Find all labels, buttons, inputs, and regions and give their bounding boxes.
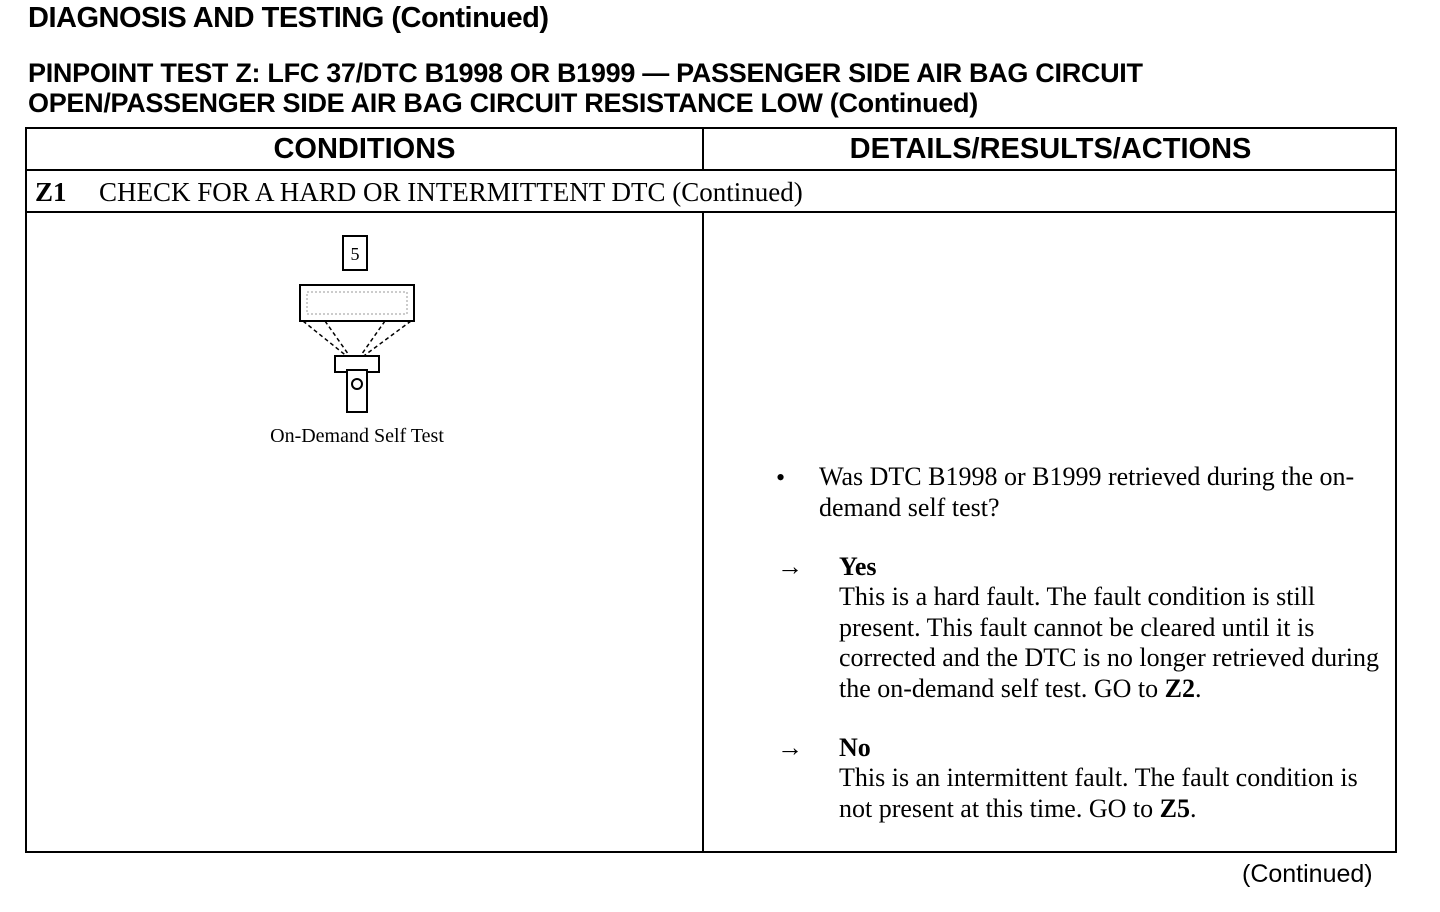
connector-pin-icon [352, 379, 362, 389]
connector-body-icon [347, 370, 367, 412]
yes-arrow-icon: → [777, 552, 803, 581]
cable-left-inner-line [325, 321, 351, 358]
illustration-caption: On-Demand Self Test [270, 425, 444, 447]
cable-right-line [361, 321, 411, 358]
yes-action-description: This is a hard fault. The fault condition is still present. This fault cannot be cleared until it is corrected and the DTC is no longer retrieved during the on-demand self test. GO to [839, 582, 1380, 703]
yes-goto-step-link[interactable]: Z2 [1164, 673, 1195, 703]
no-label: No [839, 733, 871, 762]
continued-footer: (Continued) [1242, 860, 1373, 888]
on-demand-self-test-illustration [289, 234, 419, 414]
cable-left-line [303, 321, 349, 358]
yes-action-text [839, 582, 1399, 704]
conditions-column-header: CONDITIONS [273, 133, 456, 165]
body-column-divider [702, 211, 704, 851]
step-row [35, 177, 803, 208]
no-action-end: . [1189, 793, 1197, 823]
no-goto-step-link[interactable]: Z5 [1159, 793, 1190, 823]
step-id: Z1 [35, 177, 67, 207]
details-column-header: DETAILS/RESULTS/ACTIONS [849, 133, 1252, 165]
step-title: CHECK FOR A HARD OR INTERMITTENT DTC (Continued) [99, 177, 803, 207]
scan-tool-display-icon [300, 285, 414, 321]
yes-label: Yes [839, 552, 877, 581]
pinpoint-test-title-line-1: PINPOINT TEST Z: LFC 37/DTC B1998 OR B1999 — PASSENGER SIDE AIR BAG CIRCUIT [28, 58, 1143, 88]
no-action-text [839, 763, 1359, 824]
question-text: Was DTC B1998 or B1999 retrieved during the on-demand self test? [819, 462, 1355, 522]
yes-action-end: . [1195, 673, 1202, 703]
cable-right-inner-line [359, 321, 385, 358]
step-row-divider [27, 211, 1395, 213]
step-number: 5 [350, 244, 360, 264]
page-title: DIAGNOSIS AND TESTING (Continued) [28, 2, 549, 34]
header-row-divider [27, 169, 1395, 171]
no-arrow-icon: → [777, 733, 803, 762]
pinpoint-test-table [25, 127, 1397, 853]
no-action-description: This is an intermittent fault. The fault condition is not present at this time. GO to [839, 763, 1358, 823]
pinpoint-test-title-line-2: OPEN/PASSENGER SIDE AIR BAG CIRCUIT RESISTANCE LOW (Continued) [28, 88, 978, 118]
question-bullet: • [776, 463, 786, 492]
